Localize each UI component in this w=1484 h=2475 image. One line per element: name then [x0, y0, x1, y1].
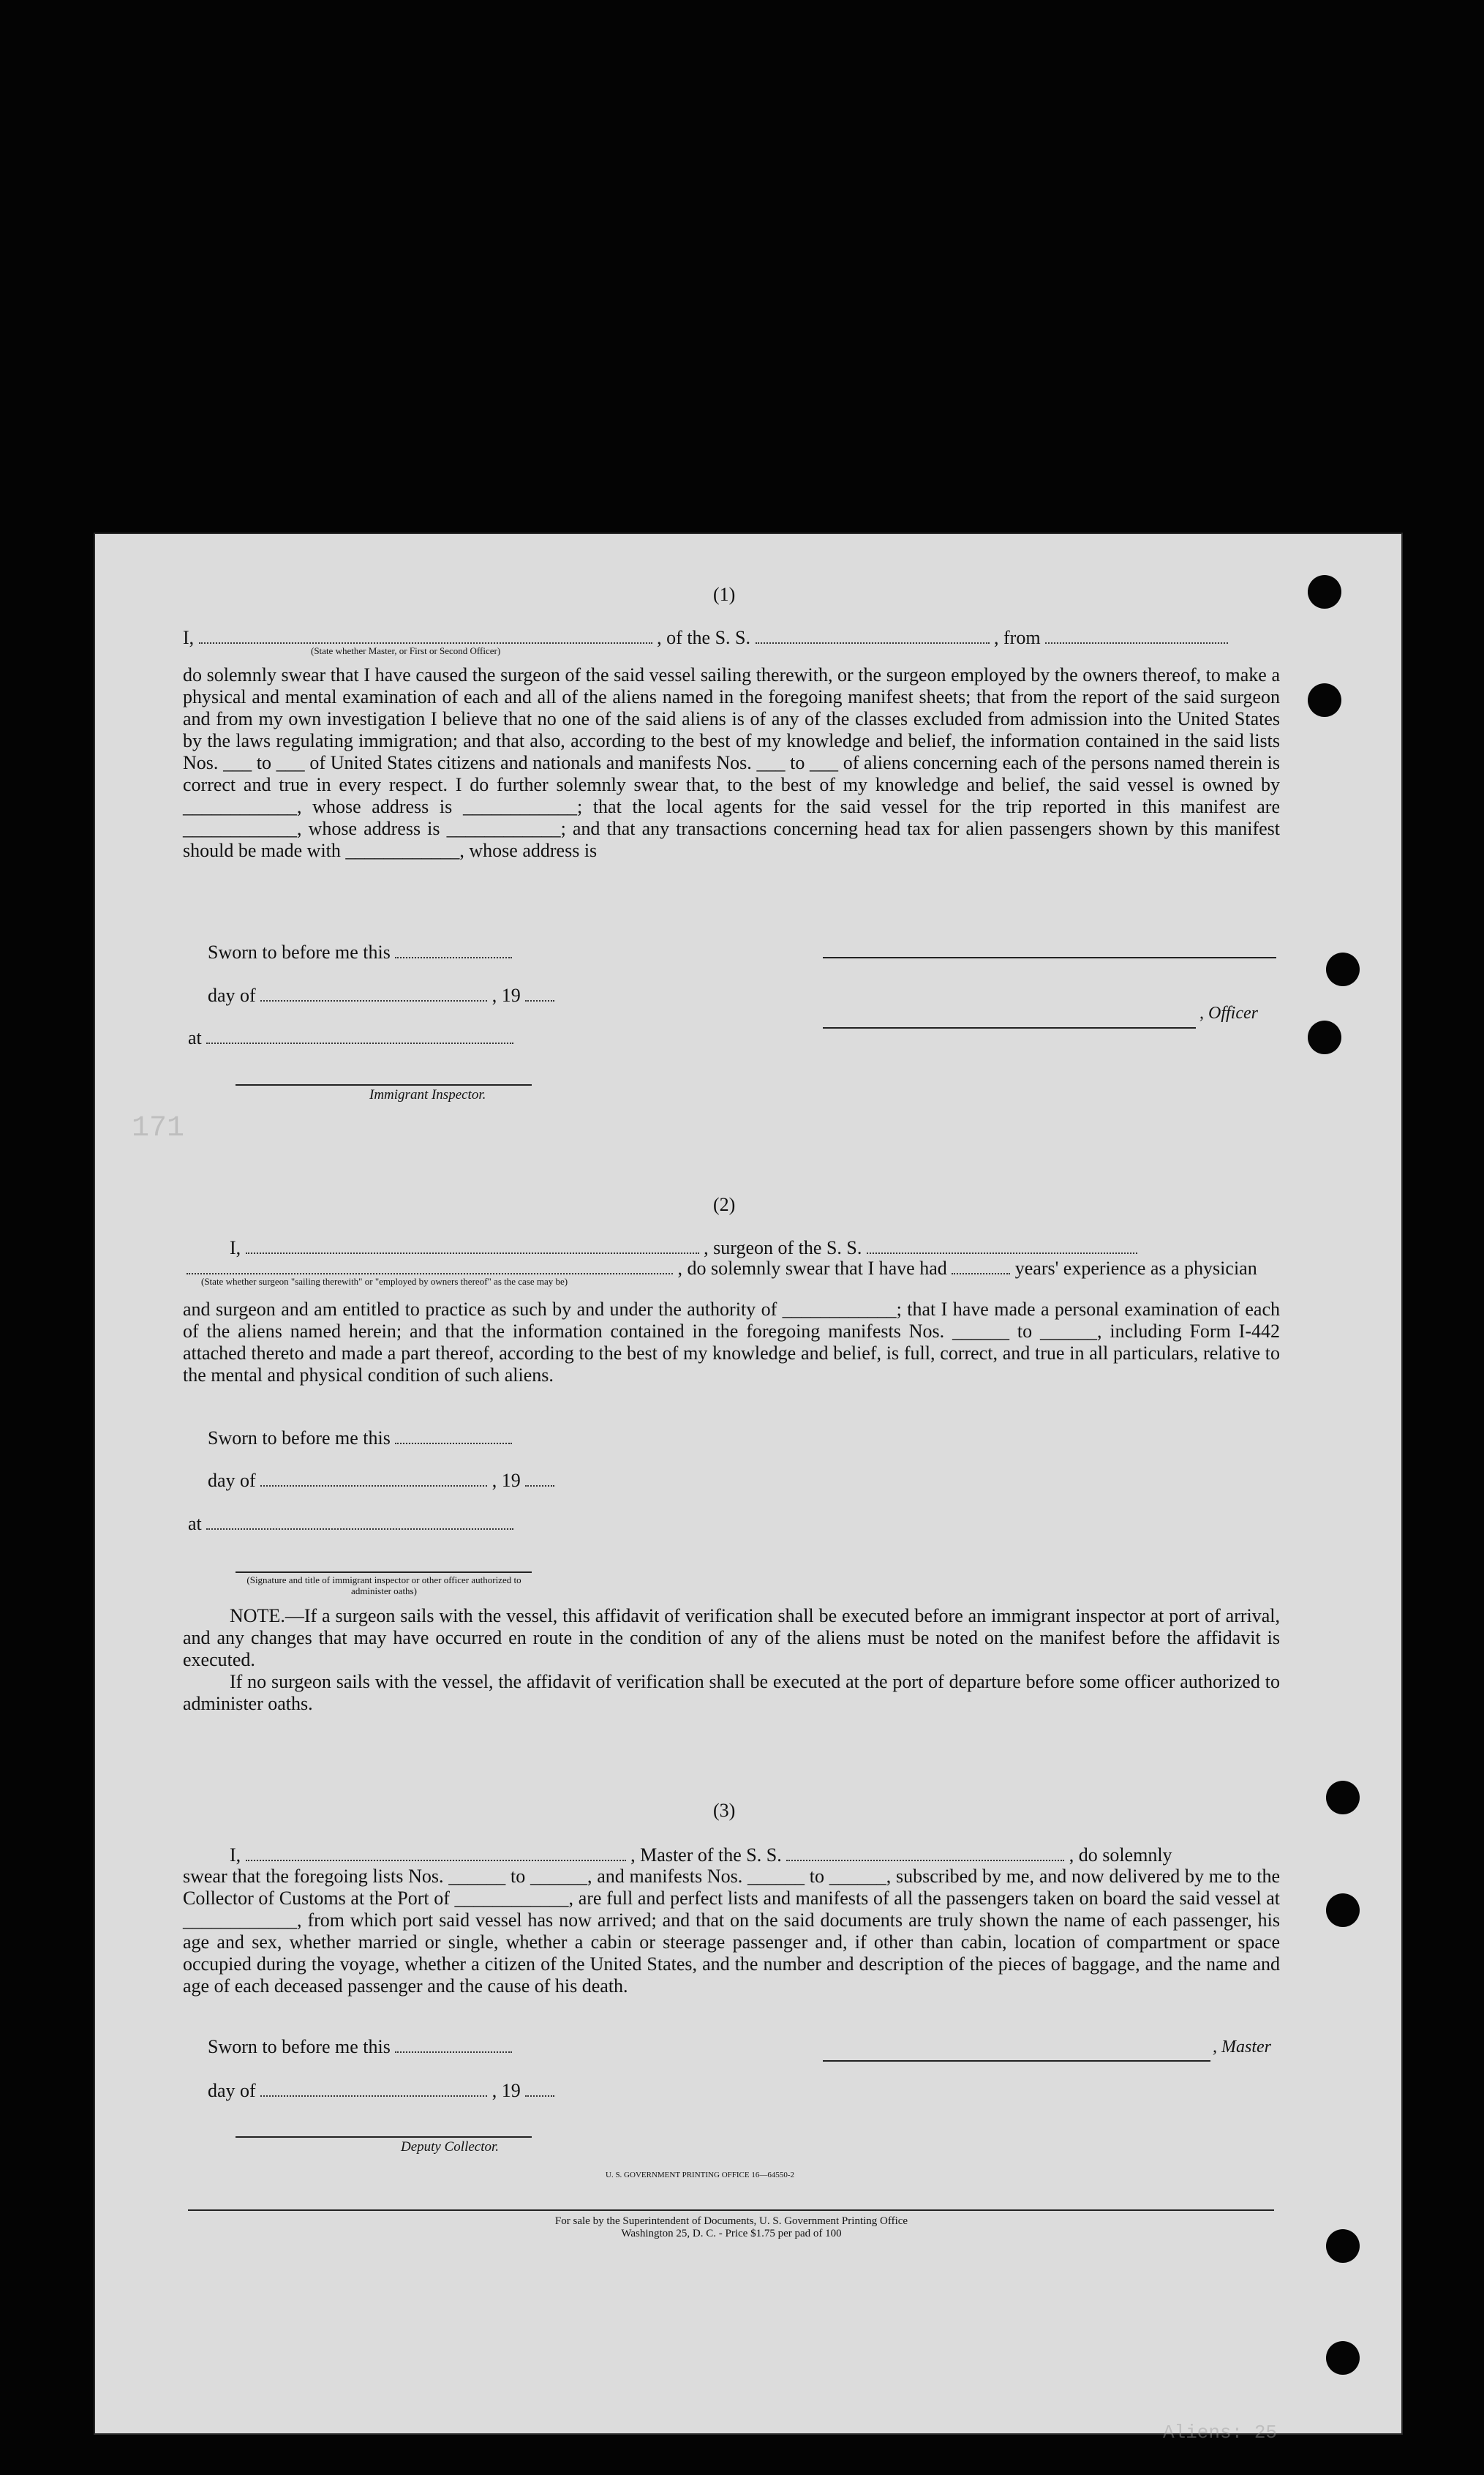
section-3-body [183, 1866, 1280, 1997]
day-field[interactable] [260, 984, 487, 1002]
year-label: , 19 [491, 1470, 521, 1491]
punch-hole [1326, 2229, 1360, 2263]
sworn-label: Sworn to before me this [208, 942, 391, 963]
section-2-years: years' experience as a physician [1014, 1258, 1257, 1279]
sworn-label: Sworn to before me this [208, 1427, 391, 1449]
section-1-from: , from [994, 627, 1041, 648]
officer-rank-field[interactable] [199, 626, 652, 644]
at-field[interactable] [206, 1512, 513, 1530]
section-2-swear: , do solemnly swear that I have had [677, 1258, 947, 1279]
section-2-sworn [208, 1427, 647, 1449]
section-2-number: (2) [713, 1194, 736, 1215]
punch-hole [1326, 953, 1360, 986]
section-2-i: I, [230, 1237, 241, 1258]
section-1-number: (1) [713, 584, 736, 605]
section-2-notes [183, 1605, 1280, 1715]
section-1-oath-text: do solemnly swear that I have caused the surgeon of the said vessel sailing therewith, or the surgeon employed by the owners thereof, to make a physical and mental examination of each and all of the aliens named in the foregoing manifest sheets; that from the report of the said surgeon and from my own investigation I believe that no one of the said aliens is of any of the classes excluded from admission into the United States by the laws regulating immigration; and that also, according to the best of my knowledge and belief, the information contained in the said lists Nos. ___ to ___ of United States citizens and nationals and manifests Nos. ___ to ___ of aliens concerning each of the persons named therein is correct and true in every respect. I do further solemnly swear that, to the best of my knowledge and belief, the said vessel is owned by ____________, whose address is ____________; that the local agents for the said vessel for the trip reported in this manifest are ____________, whose address is ____________; and that any transactions concerning head tax for alien passengers shown by this manifest should be made with ____________, whose address is [183, 664, 1280, 861]
day-label: day of [208, 2080, 256, 2101]
surgeon-vessel-field[interactable] [867, 1236, 1137, 1254]
surgeon-name-field[interactable] [246, 1236, 699, 1254]
sworn-date-field[interactable] [395, 2035, 512, 2053]
officer-signature-line[interactable] [823, 1027, 1196, 1029]
officer-caption: , Officer [1199, 1004, 1258, 1023]
section-3-solemnly: , do solemnly [1069, 1844, 1172, 1866]
master-caption: , Master [1213, 2038, 1271, 2057]
section-2-at [188, 1512, 627, 1535]
day-label: day of [208, 985, 256, 1006]
section-3-sworn [208, 2035, 647, 2058]
section-2-line1 [230, 1236, 1276, 1259]
collector-signature-line[interactable] [236, 2136, 532, 2138]
footer-line-2: Washington 25, D. C. - Price $1.75 per pad of 100 [621, 2228, 842, 2239]
punch-hole [1326, 1893, 1360, 1927]
day-field[interactable] [260, 2079, 487, 2097]
section-2-day [208, 1469, 647, 1492]
inspector-signature-line[interactable] [236, 1084, 532, 1086]
section-3-ss: , Master of the S. S. [630, 1844, 782, 1866]
vessel-name-field[interactable] [756, 626, 990, 644]
surgeon-note-1: NOTE.—If a surgeon sails with the vessel, this affidavit of verification shall be executed before an immigrant inspector at port of arrival, and any changes that may have occurred en route in the condition of any of the aliens must be noted on the manifest before the affidavit is executed. [183, 1605, 1280, 1670]
sworn-date-field[interactable] [395, 941, 512, 958]
year-field[interactable] [525, 2079, 554, 2097]
year-field[interactable] [525, 984, 554, 1002]
section-1-signature-line[interactable] [823, 957, 1276, 958]
year-label: , 19 [491, 2080, 521, 2101]
master-vessel-field[interactable] [786, 1844, 1064, 1861]
day-label: day of [208, 1470, 256, 1491]
sworn-label: Sworn to before me this [208, 2036, 391, 2057]
section-2-status-note: (State whether surgeon "sailing therewith" or "employed by owners thereof" as the case may be) [201, 1276, 568, 1287]
bleedthrough-page-mark: 171 [132, 1112, 185, 1145]
section-3-number: (3) [713, 1800, 736, 1821]
master-name-field[interactable] [246, 1844, 626, 1861]
section-3-day [208, 2079, 647, 2102]
punch-hole [1308, 683, 1341, 717]
section-1-at [188, 1026, 627, 1049]
punch-hole [1326, 2341, 1360, 2375]
section-1-day [208, 984, 647, 1007]
section-3-oath-text: swear that the foregoing lists Nos. ______ to ______, and manifests Nos. ______ to ______, subscribed by me, and now delivered by me to the Collector of Customs at the Port of ____________, are full and perfect lists and manifests of all the passengers taken on board the said vessel at ____________, from which port said vessel has now arrived; and that on the said documents are truly shown the name of each passenger, his age and sex, whether married or single, whether a cabin or steerage passenger and, if other than cabin, location of compartment or space occupied during the voyage, whether a citizen of the United States, and the number and description of the pieces of baggage, and the name and age of each deceased passenger and the cause of his death. [183, 1866, 1280, 1997]
section-2-body [183, 1299, 1280, 1386]
inspector-caption: Immigrant Inspector. [369, 1087, 486, 1103]
section-3-line1 [230, 1844, 1276, 1866]
section-2-oath-text: and surgeon and am entitled to practice as such by and under the authority of ____________; that I have made a personal examination of each of the aliens named herein; and that the information contained in the foregoing manifests Nos. ______ to ______, including Form I-442 attached thereto and made a part thereof, according to the best of my knowledge and belief, is full, correct, and true in all particulars, relative to the mental and physical condition of such aliens. [183, 1299, 1280, 1386]
years-experience-field[interactable] [952, 1257, 1010, 1274]
punch-hole [1308, 1021, 1341, 1054]
at-field[interactable] [206, 1026, 513, 1044]
master-signature-line[interactable] [823, 2060, 1210, 2062]
gpo-imprint: U. S. GOVERNMENT PRINTING OFFICE 16—64550-2 [606, 2171, 795, 2179]
at-label: at [188, 1027, 202, 1048]
sworn-date-field[interactable] [395, 1427, 512, 1444]
day-field[interactable] [260, 1469, 487, 1487]
punch-hole [1326, 1781, 1360, 1814]
footer-line-1: For sale by the Superintendent of Documents, U. S. Government Printing Office [554, 2215, 908, 2227]
section-1-rank-note: (State whether Master, or First or Second Officer) [311, 645, 501, 656]
year-field[interactable] [525, 1469, 554, 1487]
section-3-i: I, [230, 1844, 241, 1866]
collector-caption: Deputy Collector. [401, 2139, 500, 2155]
section-1-i: I, [183, 627, 195, 648]
at-label: at [188, 1513, 202, 1534]
section-1-sworn [208, 941, 647, 964]
year-label: , 19 [491, 985, 521, 1006]
punch-hole [1308, 575, 1341, 609]
surgeon-status-field[interactable] [187, 1257, 673, 1274]
footer-rule [188, 2209, 1274, 2211]
section-1-body [183, 664, 1280, 862]
surgeon-note-2: If no surgeon sails with the vessel, the affidavit of verification shall be executed at the port of departure before some officer authorized to administer oaths. [183, 1671, 1280, 1714]
bleedthrough-aliens-total: Aliens: 25 [1163, 2422, 1278, 2444]
section-2-signature-line[interactable] [236, 1571, 532, 1573]
section-2-sig-caption: (Signature and title of immigrant inspector or other officer authorized to administer oaths) [246, 1574, 521, 1596]
section-2-ss: , surgeon of the S. S. [704, 1237, 862, 1258]
port-from-field[interactable] [1045, 626, 1228, 644]
section-1-ss: , of the S. S. [657, 627, 751, 648]
footer [183, 2215, 1280, 2240]
